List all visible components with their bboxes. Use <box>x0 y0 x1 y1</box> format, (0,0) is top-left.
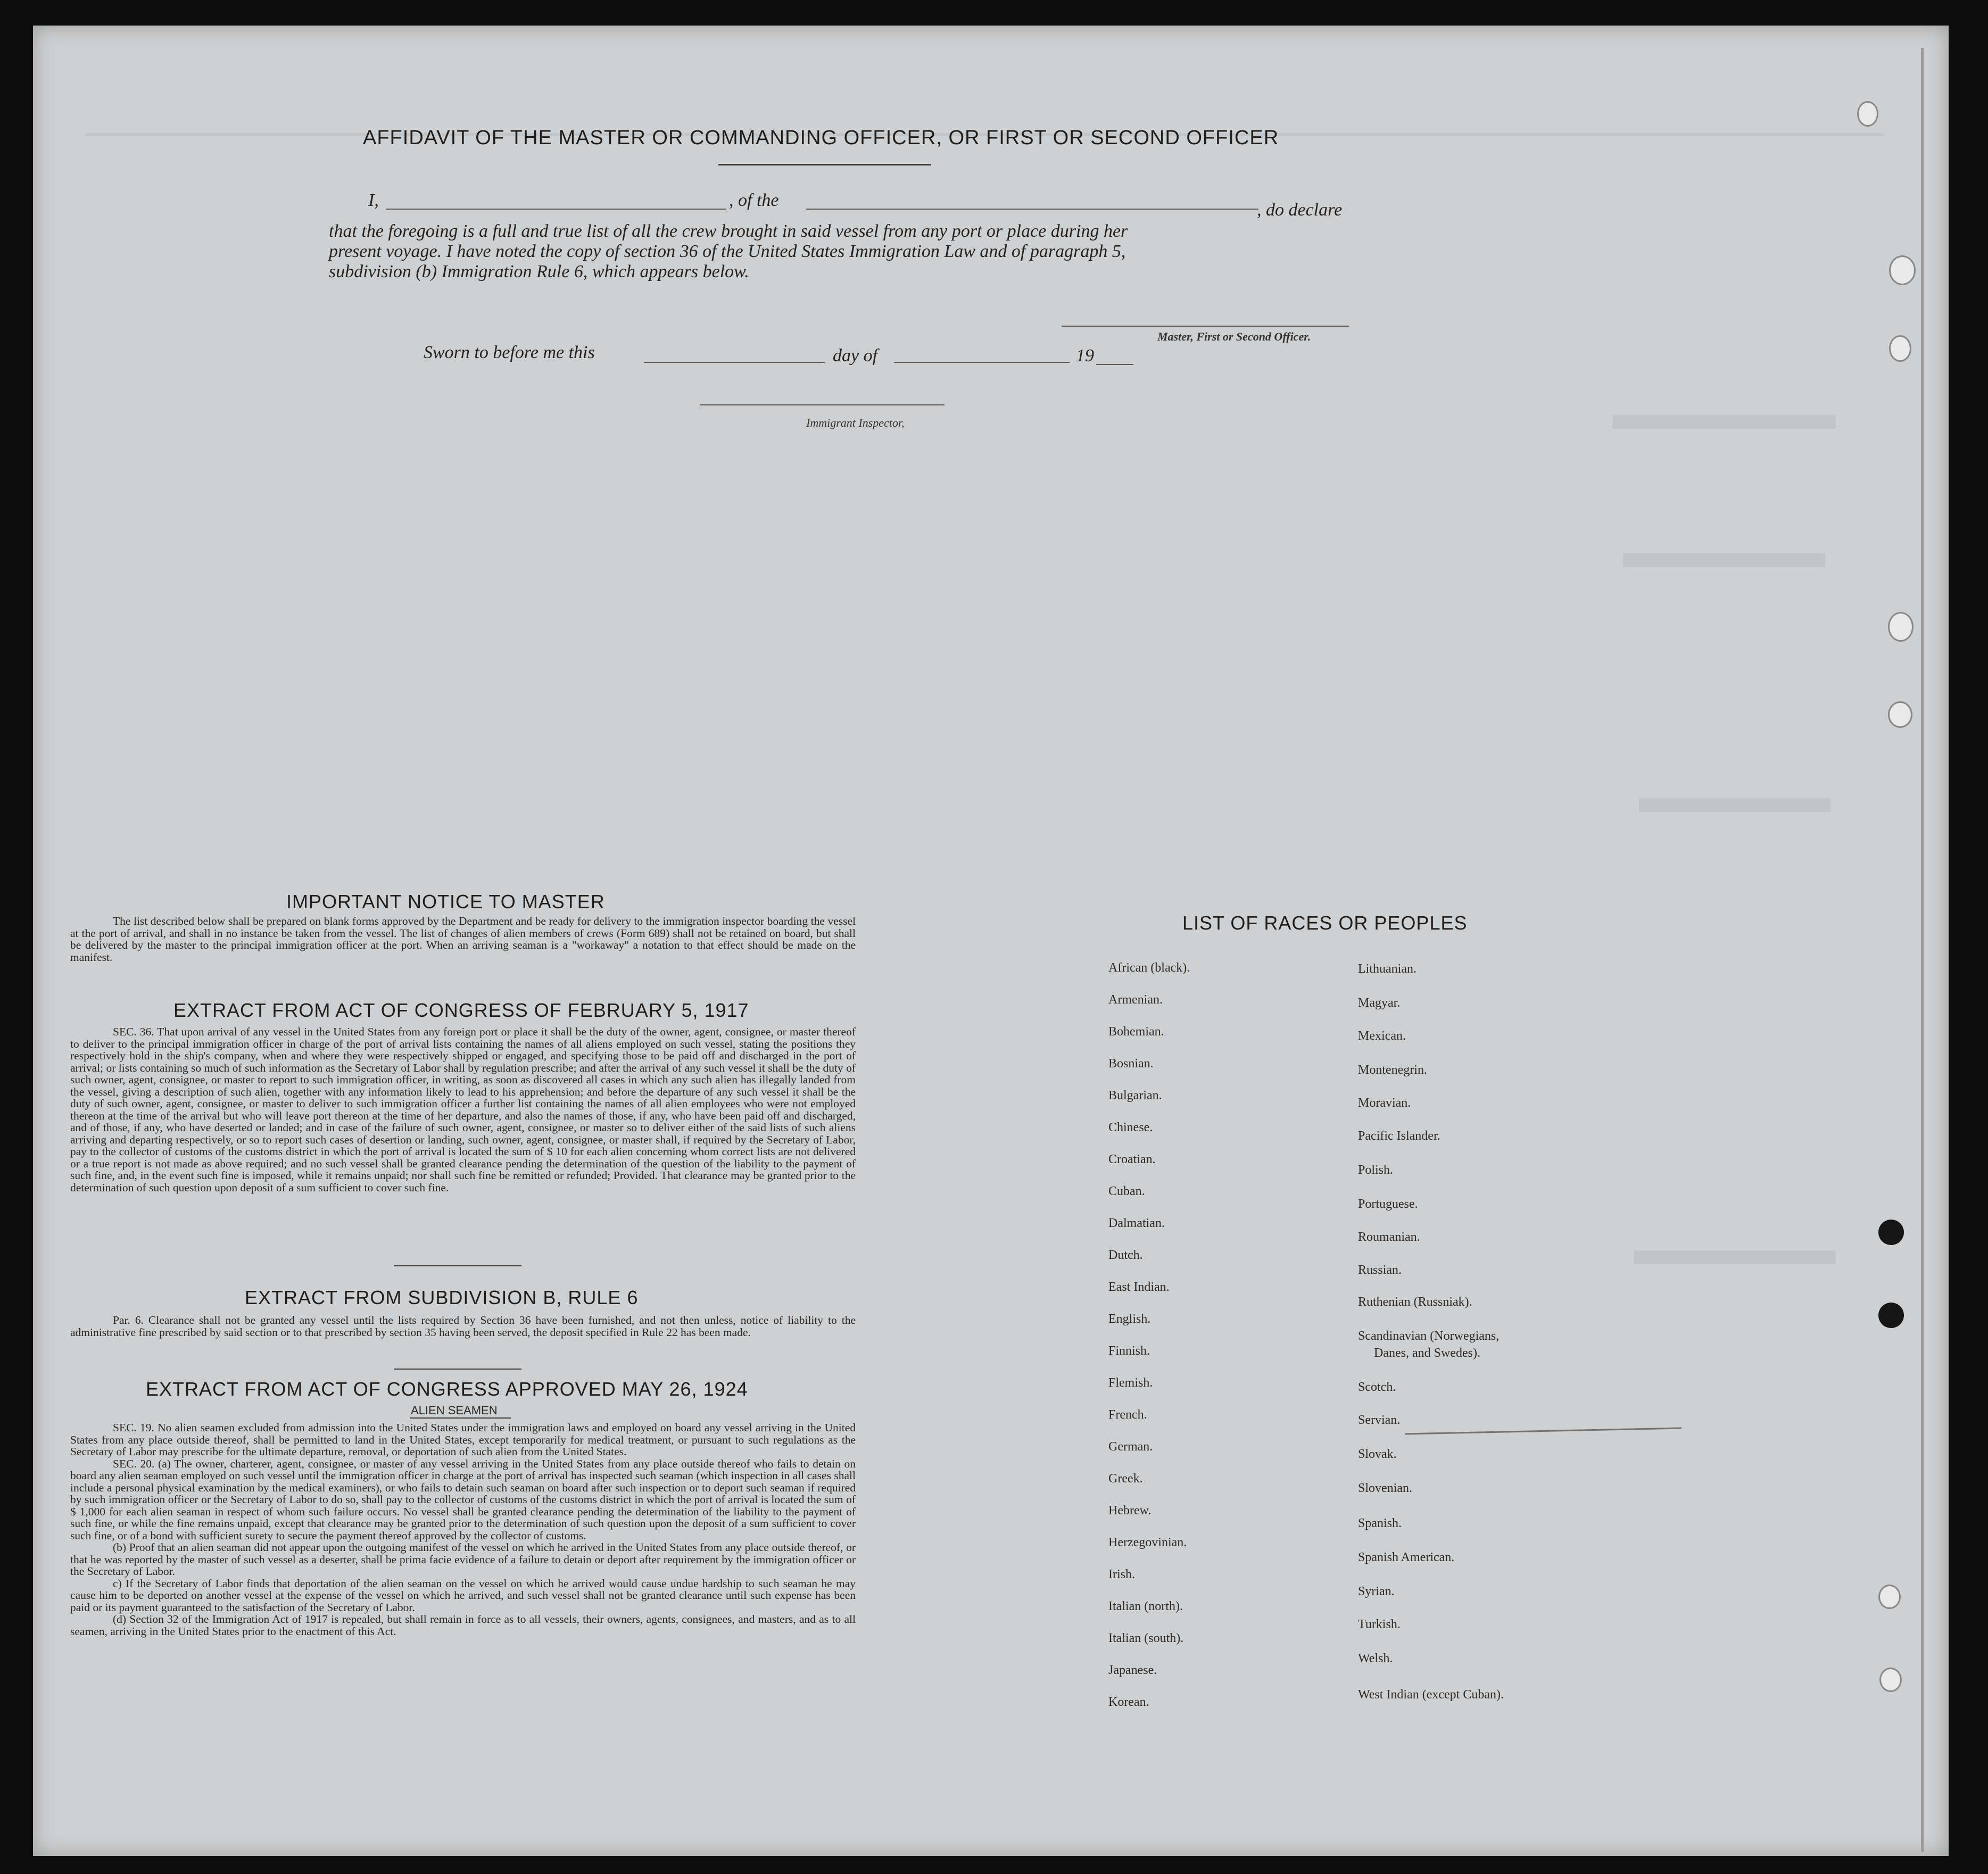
day-of-label: day of <box>833 346 878 366</box>
race-item: Armenian. <box>1108 993 1163 1007</box>
race-item: Croatian. <box>1108 1152 1156 1166</box>
race-item: African (black). <box>1108 961 1190 975</box>
declarant-label: I, <box>368 190 379 210</box>
race-item: Greek. <box>1108 1472 1143 1486</box>
section-20-a: SEC. 20. (a) The owner, charterer, agent, consignee, or master of any vessel arriving in the United States from any place outside thereof who fails to detain on board any alien seaman employed on such vessel until the immigration officer in charge at the port of arrival has inspected such seaman (which inspection in all cases shall include a personal physical examination by the medical examiners), or who fails to detain such seaman on board after such inspection or to deport such seaman if required by such immigration officer or the Secretary of Labor to do so, shall pay to the collector of customs of the customs district in which the port of arrival is located the sum of $ 1,000 for each alien seaman in respect of whom such failure occurs. No vessel shall be granted clearance pending the determination of the liability to the payment of such fine, or while the fine remains unpaid, except that clearance may be granted prior to the determination of such question upon the deposit of a sum sufficient to cover such fine, or of a bond with sufficient surety to secure the payment thereof approved by the collector of customs. <box>70 1457 856 1542</box>
master-signature-line[interactable] <box>1062 326 1349 327</box>
race-item: French. <box>1108 1408 1147 1422</box>
race-item: Flemish. <box>1108 1376 1153 1390</box>
race-item: Scotch. <box>1358 1380 1396 1394</box>
act-1924-text <box>70 1422 856 1637</box>
section-divider <box>394 1265 521 1266</box>
notice-title: IMPORTANT NOTICE TO MASTER <box>286 891 605 913</box>
inspector-signature-line[interactable] <box>700 404 945 405</box>
race-item: Mexican. <box>1358 1029 1406 1043</box>
race-item: Welsh. <box>1358 1652 1393 1665</box>
race-item: Herzegovinian. <box>1108 1536 1187 1549</box>
race-item: Portuguese. <box>1358 1197 1418 1211</box>
of-the-label: , of the <box>729 190 779 210</box>
race-item: Moravian. <box>1358 1096 1411 1110</box>
race-item: Slovak. <box>1358 1447 1397 1461</box>
race-item: Spanish. <box>1358 1516 1402 1530</box>
subtitle-underline <box>410 1417 511 1419</box>
title-underline <box>718 164 931 165</box>
year-label: 19 <box>1076 346 1094 366</box>
race-item: Finnish. <box>1108 1344 1150 1358</box>
race-item: German. <box>1108 1440 1153 1454</box>
inspector-signature-label: Immigrant Inspector, <box>806 416 905 429</box>
rule-6-title: EXTRACT FROM SUBDIVISION B, RULE 6 <box>245 1287 639 1308</box>
race-item: Turkish. <box>1358 1618 1401 1631</box>
race-item: Magyar. <box>1358 996 1401 1010</box>
race-item: Cuban. <box>1108 1184 1145 1198</box>
page-edge <box>1921 48 1924 1852</box>
race-item: English. <box>1108 1312 1151 1326</box>
declarant-name-line[interactable] <box>386 209 726 210</box>
race-item: Japanese. <box>1108 1663 1157 1677</box>
race-item: West Indian (except Cuban). <box>1358 1688 1504 1702</box>
race-item: Servian. <box>1358 1413 1401 1427</box>
sworn-day-line[interactable] <box>644 362 825 363</box>
binder-hole <box>1878 1585 1901 1609</box>
bleed-through-mark <box>1634 1250 1836 1264</box>
alien-seamen-subtitle: ALIEN SEAMEN <box>411 1404 498 1417</box>
race-item: Polish. <box>1358 1163 1394 1177</box>
binder-hole <box>1888 612 1914 642</box>
race-item: Spanish American. <box>1358 1550 1455 1564</box>
race-item: Dalmatian. <box>1108 1216 1165 1230</box>
sworn-month-line[interactable] <box>894 362 1070 363</box>
race-item: Lithuanian. <box>1358 962 1417 976</box>
race-item: Hebrew. <box>1108 1504 1152 1518</box>
binder-hole <box>1889 255 1916 285</box>
race-item: Italian (south). <box>1108 1631 1184 1645</box>
race-item: Korean. <box>1108 1695 1149 1709</box>
binder-hole <box>1889 335 1911 362</box>
race-item: Russian. <box>1358 1263 1402 1277</box>
sworn-label: Sworn to before me this <box>424 343 595 362</box>
race-item: Chinese. <box>1108 1121 1153 1134</box>
section-20-c: c) If the Secretary of Labor finds that deportation of the alien seaman on the vessel on which he arrived would cause undue hardship to such seaman he may cause him to be deported on another vessel at the expense of the vessel on which he arrived, and such vessel shall not be granted clearance until such expense has been paid or its payment guaranteed to the satisfaction of the Secretary of Labor. <box>70 1577 856 1614</box>
bleed-through-mark <box>1612 415 1836 429</box>
act-1917-title: EXTRACT FROM ACT OF CONGRESS OF FEBRUARY 5, 1917 <box>173 999 749 1021</box>
race-item: Syrian. <box>1358 1585 1395 1598</box>
binder-hole <box>1878 1303 1904 1328</box>
race-item: Scandinavian (Norwegians, <box>1358 1329 1500 1343</box>
sworn-year-line[interactable] <box>1096 364 1133 365</box>
master-signature-label: Master, First or Second Officer. <box>1157 330 1311 343</box>
race-item: Pacific Islander. <box>1358 1129 1440 1143</box>
races-title: LIST OF RACES OR PEOPLES <box>1182 912 1468 934</box>
do-declare-label: , do declare <box>1257 200 1343 220</box>
race-item: East Indian. <box>1108 1280 1170 1294</box>
race-item: Danes, and Swedes). <box>1374 1346 1480 1360</box>
race-item: Irish. <box>1108 1568 1135 1581</box>
bleed-through-mark <box>1623 553 1825 567</box>
section-divider <box>394 1369 521 1370</box>
race-item: Slovenian. <box>1358 1481 1412 1495</box>
rule-6-text: Par. 6. Clearance shall not be granted any vessel until the lists required by Section 36 have been furnished, and not then unless, notice of liability to the administrative fine prescribed by said section or to that prescribed by section 35 having been served, the deposit specified in Rule 22 has been made. <box>70 1314 856 1339</box>
race-item: Bulgarian. <box>1108 1089 1162 1102</box>
section-19: SEC. 19. No alien seamen excluded from admission into the United States under the immigration laws and employed on board any vessel arriving in the United States from any place outside thereof, shall be permitted to land in the United States, except temporarily for medical treatment, or pursuant to such regulations as the Secretary of Labor may prescribe for the ultimate departure, removal, or deportation of such alien from the United States. <box>70 1421 856 1458</box>
bleed-through-mark <box>1639 798 1830 812</box>
race-item: Bohemian. <box>1108 1025 1164 1039</box>
vessel-name-line[interactable] <box>806 209 1258 210</box>
binder-hole <box>1888 701 1912 728</box>
race-item: Dutch. <box>1108 1248 1143 1262</box>
act-1924-title: EXTRACT FROM ACT OF CONGRESS APPROVED MAY 26, 1924 <box>146 1378 748 1400</box>
race-item: Roumanian. <box>1358 1230 1420 1244</box>
binder-hole <box>1879 1668 1902 1692</box>
race-item: Italian (north). <box>1108 1599 1183 1613</box>
binder-hole <box>1878 1220 1904 1245</box>
race-item: Montenegrin. <box>1358 1063 1427 1077</box>
notice-text: The list described below shall be prepared on blank forms approved by the Department and be ready for delivery to the immigration inspector boarding the vessel at the port of arrival, and shall in no instance be taken from the vessel. The list of changes of alien members of crews (Form 689) shall not be retained on board, but shall be delivered by the master to the principal immigration officer at the port. When an arriving seaman is a "workaway" a notation to that effect should be made on the manifest. <box>70 915 856 964</box>
affidavit-title: AFFIDAVIT OF THE MASTER OR COMMANDING OFFICER, OR FIRST OR SECOND OFFICER <box>363 127 1279 149</box>
section-20-d: (d) Section 32 of the Immigration Act of 1917 is repealed, but shall remain in force as to all vessels, their owners, agents, consignees, and masters, and as to all seamen, arriving in the United States prior to the enactment of this Act. <box>70 1613 856 1638</box>
declaration-line: that the foregoing is a full and true list of all the crew brought in said vessel from any port or place during her <box>329 221 1128 241</box>
act-1917-text: SEC. 36. That upon arrival of any vessel in the United States from any foreign port or place it shall be the duty of the owner, agent, consignee, or master thereof to deliver to the principal immigration officer in charge of the port of arrival lists containing the names of all aliens employed on such vessel, stating the positions they respectively hold in the ship's company, when and where they were respectively shipped or engaged, and specifying those to be paid off and discharged in the port of arrival; or lists containing so much of such information as the Secretary of Labor shall by regulation prescribe; and after the arrival of any such vessel it shall be the duty of such owner, agent, consignee, or master to report to such immigration officer, in writing, as soon as discovered all cases in which any such alien has illegally landed from the vessel, giving a description of such alien, together with any information likely to lead to his apprehension; and before the departure of any such vessel it shall be the duty of such owner, agent, consignee, or master to deliver to such immigration officer a further list containing the names of all alien employees who were not employed thereon at the time of the arrival but who will leave port thereon at the time of her departure, and also the names of those, if any, who have been paid off and discharged, and of those, if any, who have deserted or landed; and in case of the failure of such owner, agent, consignee, or master so to deliver either of the said lists of such aliens arriving and departing respectively, or so to report such cases of desertion or landing, such owner, agent, consignee, or master shall, if required by the Secretary of Labor, pay to the collector of customs of the customs district in which the port of arrival is located the sum of $ 10 for each alien concerning whom correct lists are not delivered or a true report is not made as above required; and no such vessel shall be granted clearance pending the determination of the question of the liability to the payment of such fine, and, in the event such fine is imposed, while it remains unpaid; nor shall such fine be remitted or refunded; Provided. That clearance may be granted prior to the determination of such question upon deposit of a sum sufficient to cover such fine. <box>70 1025 856 1194</box>
declaration-line: subdivision (b) Immigration Rule 6, which appears below. <box>329 262 749 281</box>
race-item: Ruthenian (Russniak). <box>1358 1295 1472 1309</box>
binder-hole <box>1857 101 1878 127</box>
section-20-b: (b) Proof that an alien seaman did not appear upon the outgoing manifest of the vessel on which he arrived in the United States from any place outside thereof, or that he was reported by the master of such vessel as a deserter, shall be prima facie evidence of a failure to detain or deport after requirement by the immigration officer or the Secretary of Labor. <box>70 1541 856 1578</box>
declaration-line: present voyage. I have noted the copy of section 36 of the United States Immigration Law and of paragraph 5, <box>329 242 1126 261</box>
race-item: Bosnian. <box>1108 1057 1154 1071</box>
